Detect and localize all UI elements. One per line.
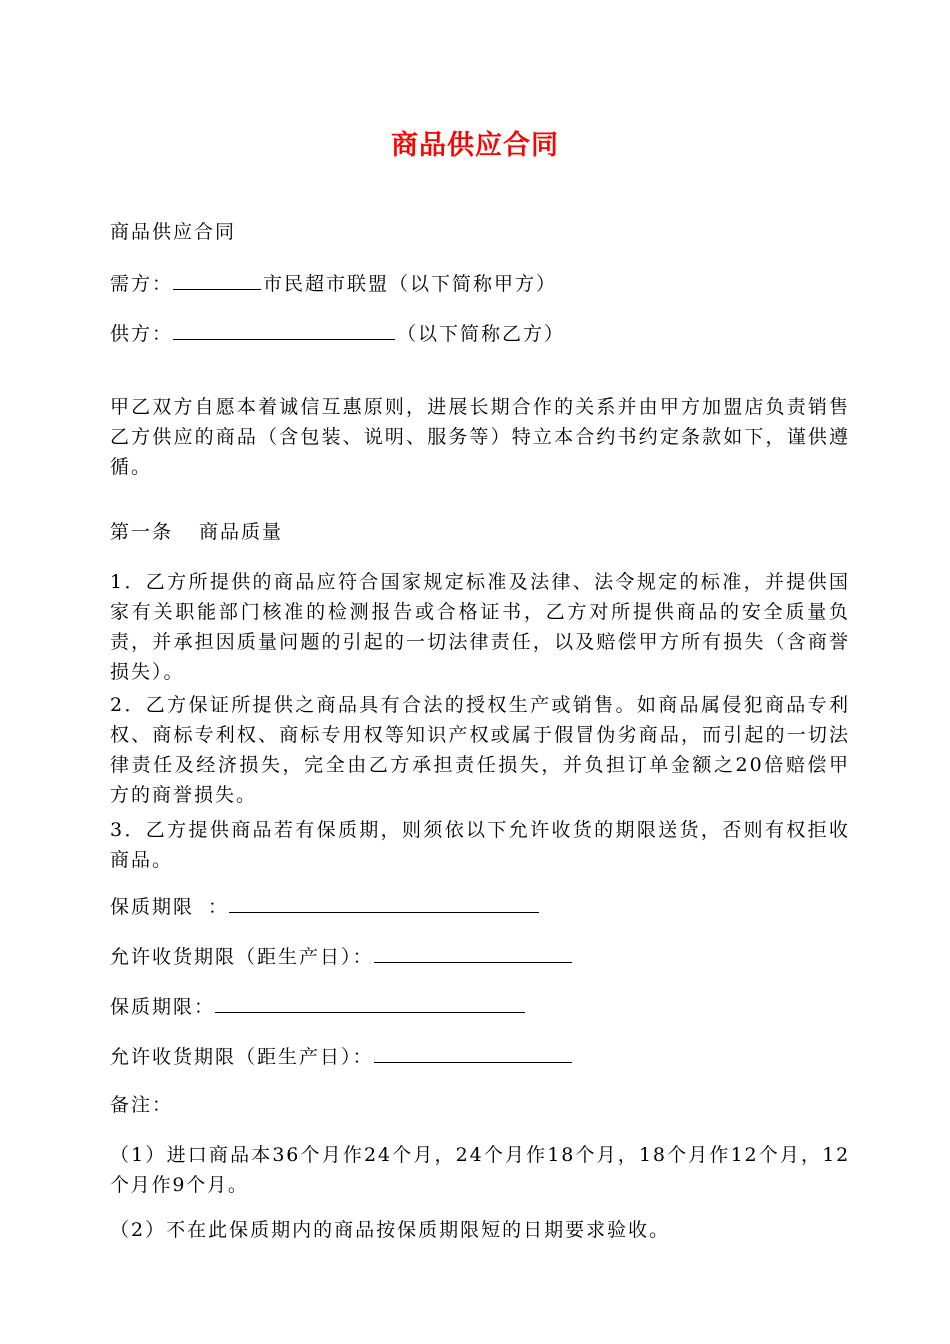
article-heading — [110, 517, 850, 547]
buyer-name-blank — [173, 267, 261, 290]
shelf-life-label-2: 保质期限： — [110, 996, 216, 1018]
clause-2: 2．乙方保证所提供之商品具有合法的授权生产或销售。如商品属侵犯商品专利权、商标专利权、商标专用权等知识产权或属于假冒伪劣商品，而引起的一切法律责任及经济损失，完全由乙方承担责任损失，并负担订单金额之20倍赔偿甲方的商誉损失。 — [110, 694, 850, 806]
supplier-label: 供方： — [110, 323, 174, 345]
buyer-value: 市民超市联盟（以下简称甲方） — [263, 273, 558, 295]
receipt-deadline-field-2 — [110, 1040, 850, 1072]
supplier-line — [110, 317, 850, 349]
remarks-label: 备注： — [110, 1094, 174, 1116]
article-number: 第一条 — [110, 521, 174, 543]
remark-1: （1）进口商品本36个月作24个月，24个月作18个月，18个月作12个月，12个月作9个月。 — [110, 1144, 850, 1196]
receipt-deadline-blank-2 — [374, 1040, 572, 1063]
remark-2: （2）不在此保质期内的商品按保质期限短的日期要求验收。 — [110, 1219, 671, 1241]
intro-paragraph: 甲乙双方自愿本着诚信互惠原则，进展长期合作的关系并由甲方加盟店负责销售乙方供应的商品（含包装、说明、服务等）特立本合约书约定条款如下，谨供遵循。 — [110, 396, 850, 478]
receipt-deadline-blank-1 — [374, 940, 572, 963]
buyer-line — [110, 267, 850, 299]
shelf-life-blank-2 — [215, 990, 525, 1013]
shelf-life-label-1: 保质期限 — [110, 896, 195, 918]
supplier-value: （以下简称乙方） — [397, 323, 566, 345]
shelf-life-field-2 — [110, 990, 850, 1022]
receipt-deadline-field-1 — [110, 940, 850, 972]
clause-1: 1．乙方所提供的商品应符合国家规定标准及法律、法令规定的标准，并提供国家有关职能部门核准的检测报告或合格证书，乙方对所提供商品的安全质量负责，并承担因质量问题的引起的一切法律责任，以及赔偿甲方所有损失（含商誉损失）。 — [110, 571, 850, 683]
supplier-name-blank — [173, 317, 395, 340]
shelf-life-colon-1: ： — [208, 896, 230, 918]
shelf-life-field-1 — [110, 890, 850, 922]
article-title: 商品质量 — [199, 521, 284, 543]
clause-3: 3．乙方提供商品若有保质期，则须依以下允许收货的期限送货，否则有权拒收商品。 — [110, 819, 850, 871]
receipt-deadline-label-1: 允许收货期限（距生产日）： — [110, 946, 374, 968]
shelf-life-blank-1 — [229, 890, 539, 913]
buyer-label: 需方： — [110, 273, 174, 295]
document-title: 商品供应合同 — [391, 130, 559, 161]
document-subtitle: 商品供应合同 — [110, 221, 237, 243]
receipt-deadline-label-2: 允许收货期限（距生产日）： — [110, 1046, 374, 1068]
